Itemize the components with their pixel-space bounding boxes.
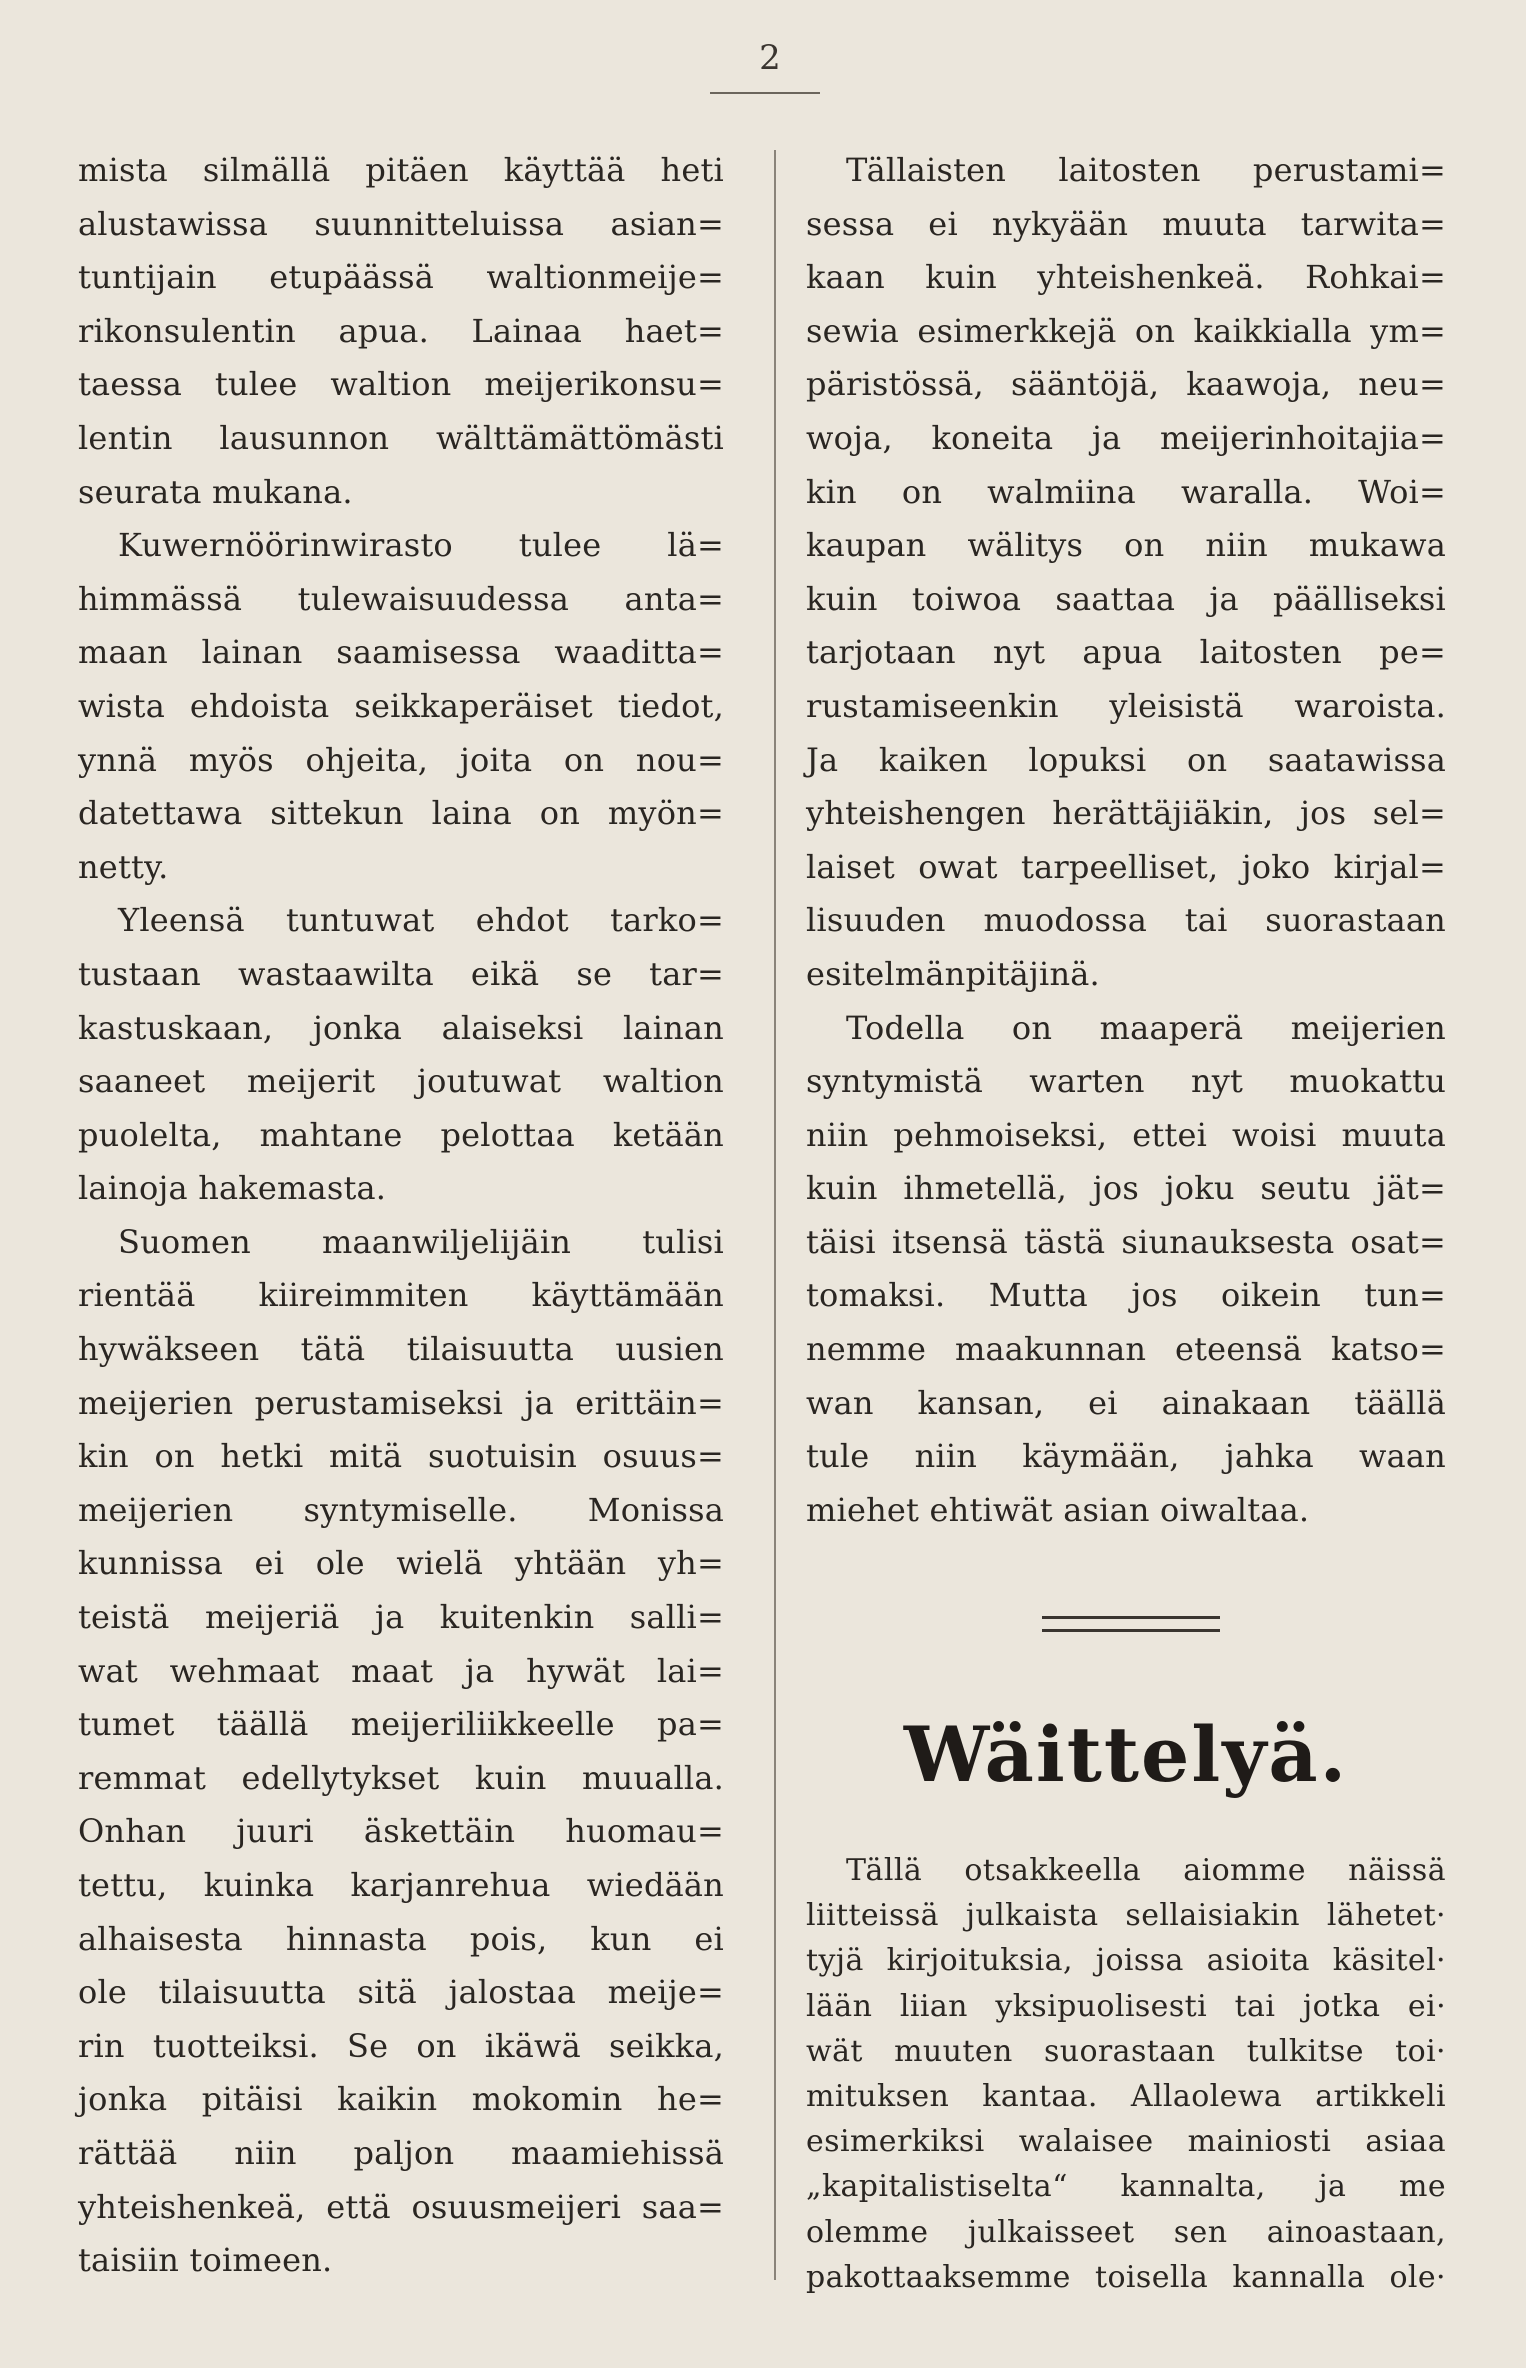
text-line: hywäkseen tätä tilaisuutta uusien: [78, 1330, 724, 1369]
text-line: meijerien syntymiselle. Monissa: [78, 1490, 724, 1529]
text-line: liitteissä julkaista sellaisiakin lähetet·: [806, 1898, 1446, 1934]
text-line: Todella on maaperä meijerien: [846, 1008, 1446, 1047]
text-line: Onhan juuri äskettäin huomau=: [78, 1812, 724, 1851]
text-line: datettawa sittekun laina on myön=: [78, 794, 724, 833]
text-line: tule niin käymään, jahka waan: [806, 1437, 1446, 1476]
text-line: tuntijain etupäässä waltionmeije=: [78, 258, 724, 297]
text-line: sessa ei nykyään muuta tarwita=: [806, 204, 1446, 243]
text-line: Tällaisten laitosten perustami=: [846, 151, 1446, 189]
text-line: maan lainan saamisessa waaditta=: [78, 633, 724, 672]
text-line: täisi itsensä tästä siunauksesta osat=: [806, 1222, 1446, 1261]
text-line: kastuskaan, jonka alaiseksi lainan: [78, 1008, 724, 1047]
text-line: yhteishengen herättäjiäkin, jos sel=: [806, 794, 1446, 833]
text-line: alhaisesta hinnasta pois, kun ei: [78, 1919, 724, 1958]
text-line: esimerkiksi walaisee mainiosti asiaa: [806, 2124, 1446, 2160]
text-line: saaneet meijerit joutuwat waltion: [78, 1062, 724, 1101]
text-line: kin on hetki mitä suotuisin osuus=: [78, 1437, 724, 1476]
text-line: tustaan wastaawilta eikä se tar=: [78, 954, 724, 993]
text-line: yhteishenkeä, että osuusmeijeri saa=: [78, 2187, 724, 2226]
text-line: Kuwernöörinwirasto tulee lä=: [118, 526, 724, 565]
text-line: mituksen kantaa. Allaolewa artikkeli: [806, 2079, 1446, 2115]
text-line: tyjä kirjoituksia, joissa asioita käsitel·: [806, 1943, 1446, 1979]
text-line: tumet täällä meijeriliikkeelle pa=: [78, 1705, 724, 1744]
text-line: tomaksi. Mutta jos oikein tun=: [806, 1276, 1446, 1315]
text-line: kuin toiwoa saattaa ja päälliseksi: [806, 579, 1446, 618]
page-number: 2: [759, 38, 781, 78]
column-divider: [774, 150, 776, 2280]
text-line: rättää niin paljon maamiehissä: [78, 2133, 724, 2172]
text-line: jonka pitäisi kaikin mokomin he=: [78, 2080, 724, 2119]
text-line: „kapitalistiselta“ kannalta, ja me: [806, 2169, 1446, 2205]
text-line: ynnä myös ohjeita, joita on nou=: [78, 740, 724, 779]
text-line: nemme maakunnan eteensä katso=: [806, 1330, 1446, 1369]
text-line: tettu, kuinka karjanrehua wiedään: [78, 1866, 724, 1904]
text-line: ole tilaisuutta sitä jalostaa meije=: [78, 1973, 724, 2012]
text-line: sewia esimerkkejä on kaikkialla ym=: [806, 311, 1446, 350]
text-line: laiset owat tarpeelliset, joko kirjal=: [806, 847, 1446, 886]
text-line: niin pehmoiseksi, ettei woisi muuta: [806, 1115, 1446, 1154]
section-intro-text: [806, 1848, 1446, 2300]
text-line: päristössä, sääntöjä, kaawoja, neu=: [806, 365, 1446, 404]
text-line: taessa tulee waltion meijerikonsu=: [78, 365, 724, 404]
text-line: lentin lausunnon wälttämättömästi: [78, 418, 724, 457]
text-line: kunnissa ei ole wielä yhtään yh=: [78, 1544, 724, 1583]
text-line: himmässä tulewaisuudessa anta=: [78, 579, 724, 618]
text-line: pakottaaksemme toisella kannalla ole·: [806, 2259, 1446, 2295]
text-line: wan kansan, ei ainakaan täällä: [806, 1383, 1446, 1422]
text-line: Ja kaiken lopuksi on saatawissa: [806, 740, 1446, 779]
text-line: rustamiseenkin yleisistä waroista.: [806, 686, 1446, 725]
right-column: [806, 144, 1446, 1537]
text-line: rin tuotteiksi. Se on ikäwä seikka,: [78, 2026, 724, 2065]
text-line: wät muuten suorastaan tulkitse toi·: [806, 2033, 1446, 2069]
text-line: teistä meijeriä ja kuitenkin salli=: [78, 1598, 724, 1637]
text-line: wista ehdoista seikkaperäiset tiedot,: [78, 686, 724, 725]
text-line: meijerien perustamiseksi ja erittäin=: [78, 1383, 724, 1422]
text-line: olemme julkaisseet sen ainoastaan,: [806, 2214, 1446, 2250]
header-rule: [710, 92, 820, 94]
text-line: rientää kiireimmiten käyttämään: [78, 1276, 724, 1315]
text-line: netty.: [78, 847, 169, 886]
text-line: seurata mukana.: [78, 472, 353, 511]
text-line: Suomen maanwiljelijäin tulisi: [118, 1222, 724, 1261]
text-line: lisuuden muodossa tai suorastaan: [806, 901, 1446, 940]
text-line: wat wehmaat maat ja hywät lai=: [78, 1651, 724, 1690]
text-line: kin on walmiina waralla. Woi=: [806, 472, 1446, 511]
text-line: taisiin toimeen.: [78, 2241, 333, 2280]
text-line: syntymistä warten nyt muokattu: [806, 1062, 1446, 1101]
text-line: tarjotaan nyt apua laitosten pe=: [806, 633, 1446, 672]
text-line: miehet ehtiwät asian oiwaltaa.: [806, 1490, 1310, 1529]
section-separator-rule: [1042, 1616, 1220, 1632]
text-line: kaan kuin yhteishenkeä. Rohkai=: [806, 258, 1446, 297]
text-line: rikonsulentin apua. Lainaa haet=: [78, 311, 724, 350]
text-line: kaupan wälitys on niin mukawa: [806, 526, 1446, 565]
text-line: esitelmänpitäjinä.: [806, 954, 1100, 993]
left-column: [78, 144, 724, 2288]
text-line: Yleensä tuntuwat ehdot tarko=: [118, 901, 724, 940]
text-line: woja, koneita ja meijerinhoitajia=: [806, 418, 1446, 457]
text-line: remmat edellytykset kuin muualla.: [78, 1758, 724, 1797]
text-line: lainoja hakemasta.: [78, 1169, 387, 1208]
text-line: mista silmällä pitäen käyttää heti: [78, 151, 724, 189]
text-line: Tällä otsakkeella aiomme näissä: [846, 1853, 1446, 1888]
text-line: kuin ihmetellä, jos joku seutu jät=: [806, 1169, 1446, 1208]
text-line: puolelta, mahtane pelottaa ketään: [78, 1115, 724, 1154]
section-heading: Wäittelyä.: [903, 1710, 1349, 1799]
text-line: alustawissa suunnitteluissa asian=: [78, 204, 724, 243]
text-line: lään liian yksipuolisesti tai jotka ei·: [806, 1988, 1446, 2024]
